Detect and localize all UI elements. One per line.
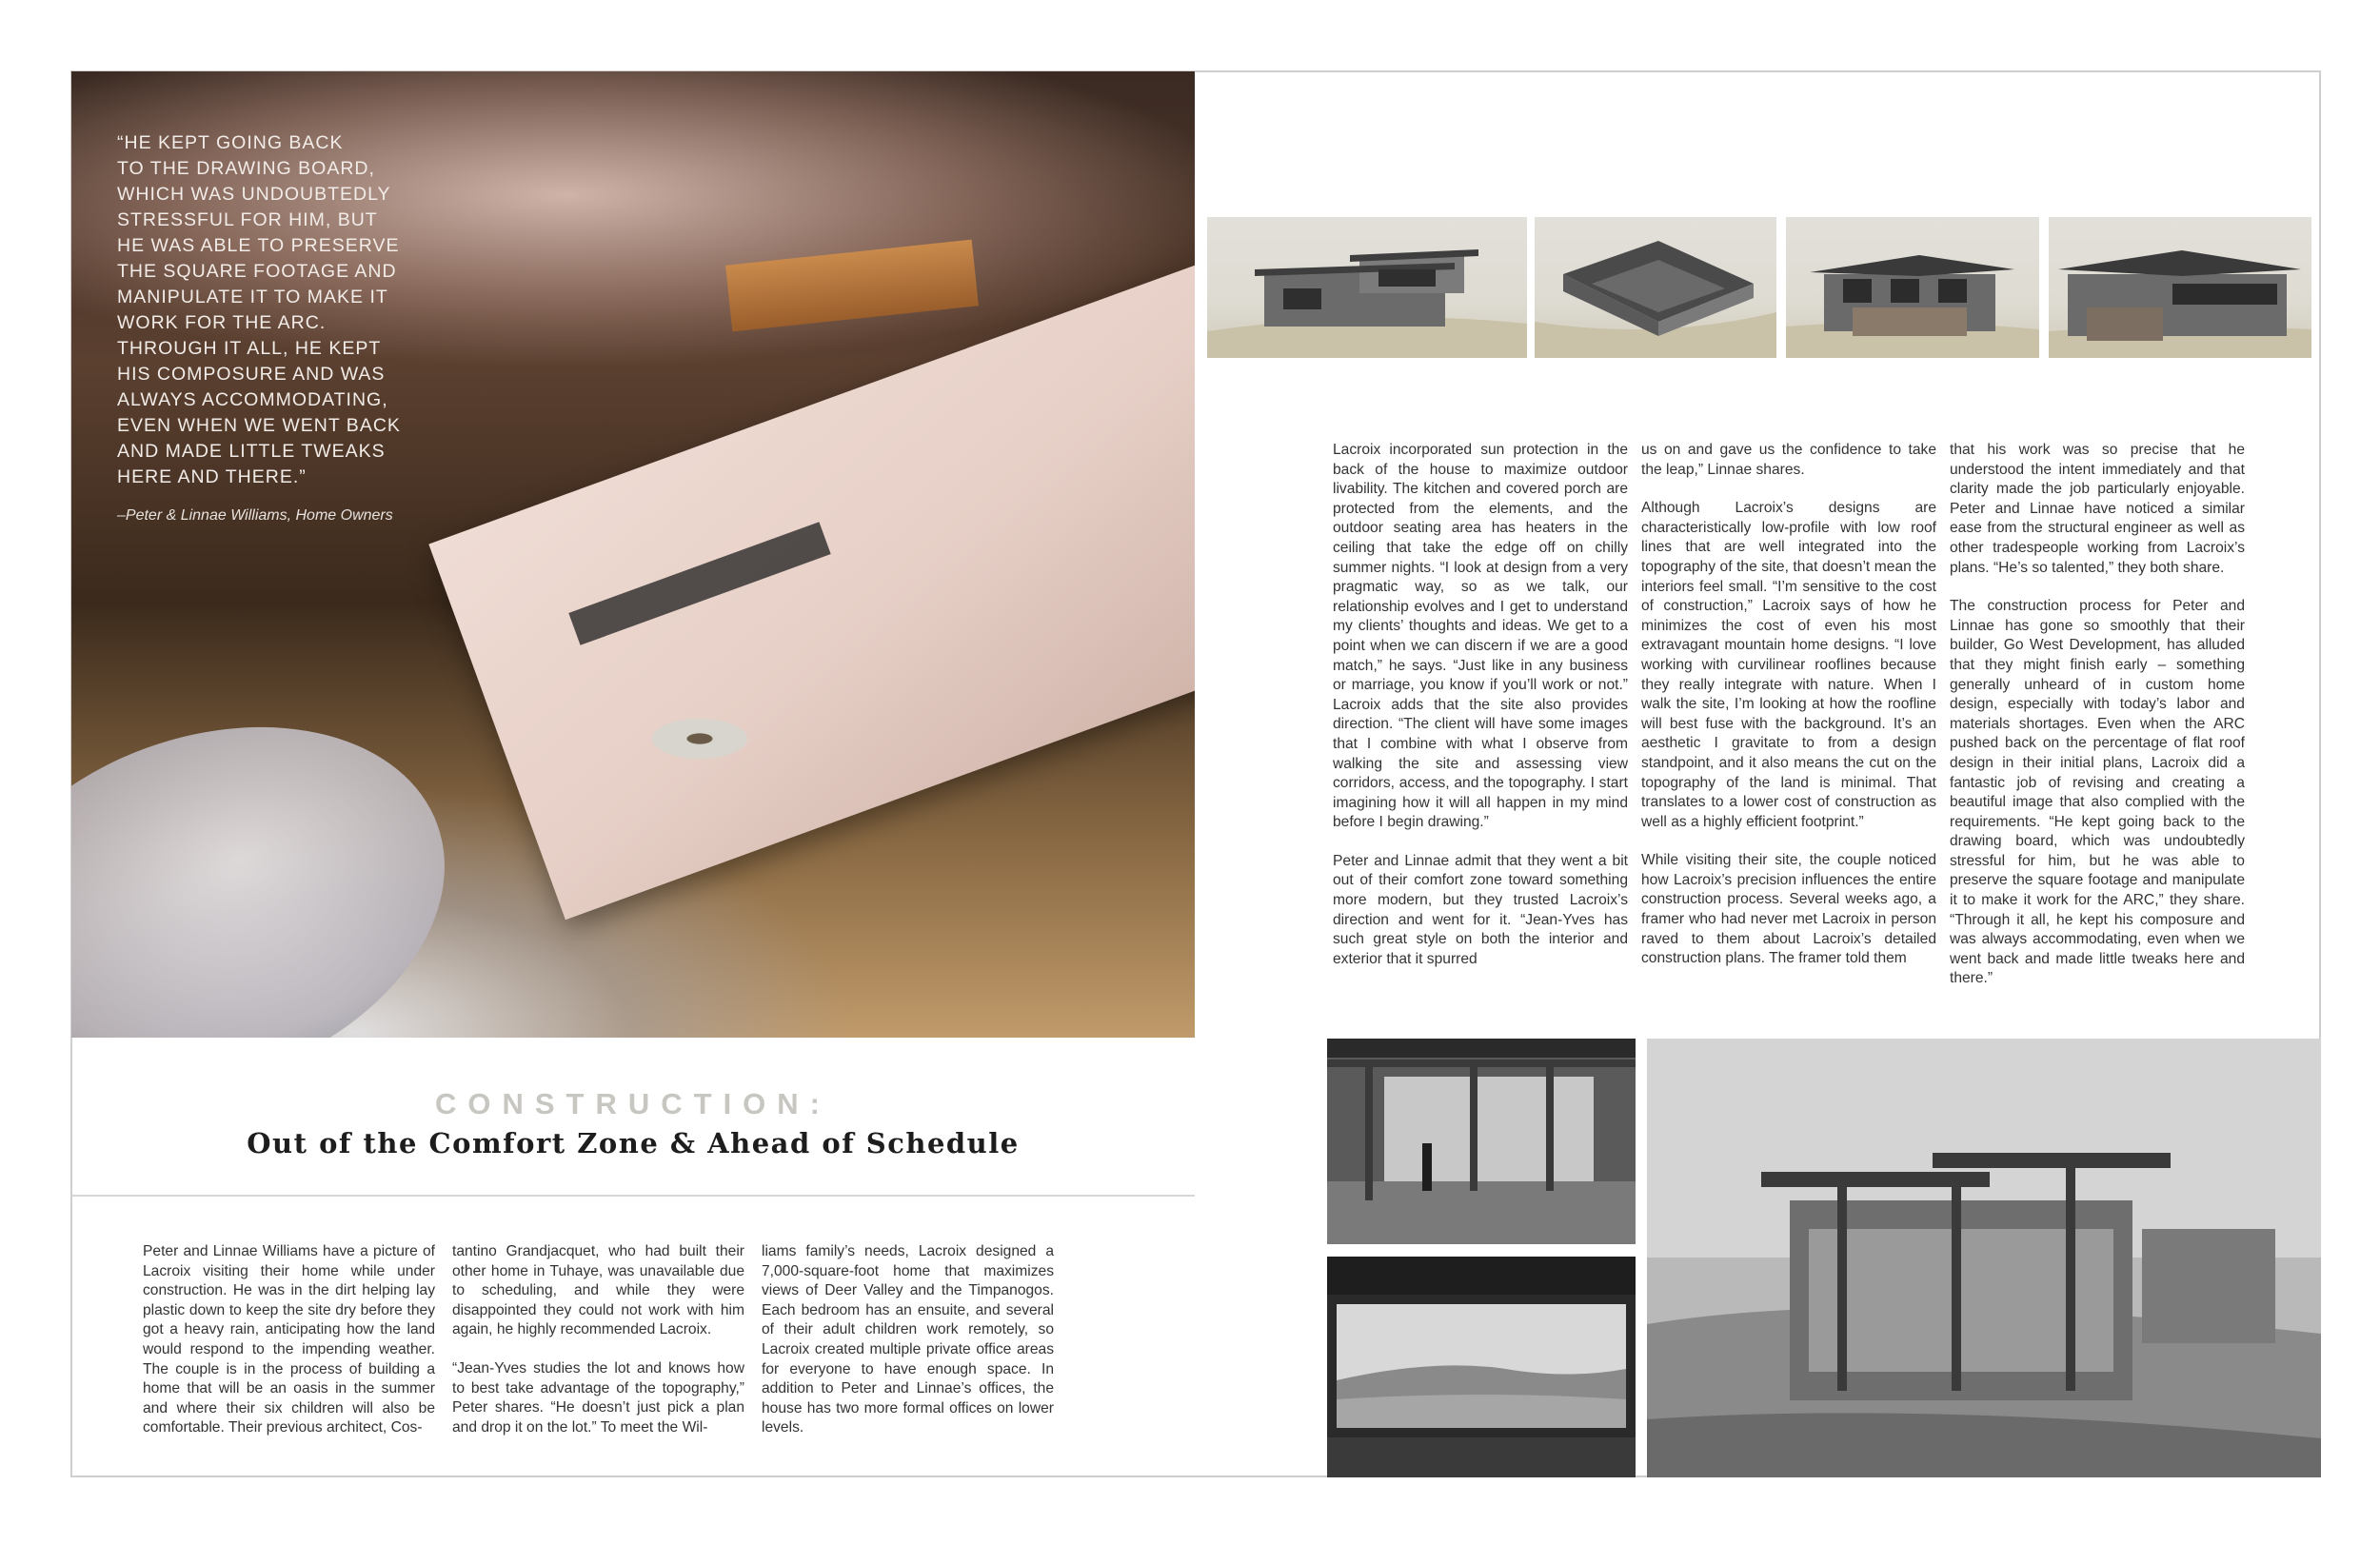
paragraph: Peter and Linnae admit that they went a bit out of their comfort zone toward something more modern, but they trusted Lacroix’s direction and went for it. “Jean-Yves has such great style on both the interior and exterior that it spurred — [1333, 852, 1628, 967]
paragraph: liams family’s needs, Lacroix designed a 7,000-square-foot home that maximizes views of Deer Valley and the Timpanogos. Each bedroom has an ensuite, and several of their adult children work remotely, so Lacroix created multiple private office areas for everyone to have enough space. In addition to Peter and Linnae’s offices, the house has two more formal offices on lower levels. — [762, 1243, 1054, 1436]
photo-interior-framing — [1327, 1039, 1636, 1244]
photo-window-view — [1327, 1257, 1636, 1477]
left-column-1 — [143, 1242, 435, 1457]
right-column-3 — [1950, 441, 2245, 1008]
section-headline: Out of the Comfort Zone & Ahead of Schedule — [247, 1127, 1020, 1159]
paragraph: Peter and Linnae Williams have a picture of Lacroix visiting their home while under construction. He was in the dirt helping lay plastic down to keep the site dry before they got a heavy rain, anticipating how the land would respond to the impending weather. The couple is in the process of building a home that will be an oasis in the summer and where their six children will also be comfortable. Their previous architect, Cos- — [143, 1243, 435, 1436]
paragraph: that his work was so precise that he understood the intent immediately and that clarity made the job particularly enjoyable. Peter and Linnae have noticed a similar ease from the structural engineer as well as other tradespeople working from Lacroix’s plans. “He’s so talented,” they both share. — [1950, 442, 2245, 576]
pull-quote-attribution: –Peter & Linnae Williams, Home Owners — [117, 507, 393, 524]
right-column-1 — [1333, 441, 1628, 988]
photo-house-framing — [1647, 1039, 2321, 1477]
blueprint-paper — [428, 251, 1195, 920]
paragraph: Although Lacroix’s designs are characteristically low-profile with low roof lines that are well integrated into the topography of the site, that doesn’t mean the interiors feel small. “I’m sensitive to the cost of construction,” Lacroix says of how he minimizes the cost of even his most extravagant mountain home designs. “I love working with curvilinear rooflines because they really integrate with nature. When I walk the site, I’m looking at how the roofline will best fuse with the background. It’s an aesthetic I gravitate to from a design standpoint, and it also means the cut on the topography of the land is minimal. That translates to a lower cost of construction as well as a highly efficient footprint.” — [1641, 500, 1936, 830]
section-kicker: CONSTRUCTION: — [434, 1087, 832, 1120]
left-column-2 — [452, 1242, 744, 1456]
rendering-1 — [1207, 217, 1527, 358]
paragraph: us on and gave us the confidence to take the leap,” Linnae shares. — [1641, 442, 1936, 478]
pull-quote: “HE KEPT GOING BACK TO THE DRAWING BOARD, WHICH WAS UNDOUBTEDLY STRESSFUL FOR HIM, BUT HE WAS ABLE TO PRESERVE THE SQUARE FOOTAGE AND MANIPULATE IT TO MAKE IT WORK FOR THE ARC. THROUGH IT ALL, HE KEPT HIS COMPOSURE AND WAS ALWAYS ACCOMMODATING, EVEN WHEN WE WENT BACK AND MADE LITTLE TWEAKS HERE AND THERE.” — [117, 132, 401, 487]
right-column-2 — [1641, 441, 1936, 988]
hero-photo-blueprints — [71, 71, 1195, 1038]
headline-rule — [71, 1195, 1195, 1197]
paragraph: While visiting their site, the couple noticed how Lacroix’s precision influences the entire construction process. Several weeks ago, a framer who had never met Lacroix in person raved to them about Lacroix’s detailed construction plans. The framer told them — [1641, 852, 1936, 967]
paragraph: tantino Grandjacquet, who had built their other home in Tuhaye, was unavailable due to scheduling, and while they were disappointed they could not work with him again, he highly recommended Lacroix. — [452, 1243, 744, 1338]
paragraph: The construction process for Peter and Linnae has gone so smoothly that their builder, Go West Development, has alluded that they might finish early – something generally unheard of in custom home design, especially with today’s labor and materials shortages. Even when the ARC pushed back on the percentage of flat roof design in their initial plans, Lacroix did a fantastic job of revising and creating a beautiful image that also complied with the requirements. “He kept going back to the drawing board, which was undoubtedly stressful for him, but he was able to preserve the square footage and manipulate it to make it work for the ARC,” they share. “Through it all, he kept his composure and was always accommodating, even when we went back and made little tweaks here and there.” — [1950, 598, 2245, 987]
rendering-3 — [1786, 217, 2039, 358]
washer — [652, 719, 747, 759]
wood-block — [725, 240, 979, 332]
left-column-3 — [762, 1242, 1054, 1457]
blueprint-roll — [71, 664, 496, 1038]
paragraph: Lacroix incorporated sun protection in the back of the house to maximize outdoor livability. The kitchen and covered porch are protected from the elements, and the outdoor seating area has heaters in the ceiling that take the edge off on chilly summer nights. “I look at design from a very pragmatic way, so as we talk, our relationship evolves and I get to understand my clients’ thoughts and ideas. We get to a point when we can discern if we are a good match,” he says. “Just like in any business or marriage, you know if you’ll work or not.” Lacroix adds that the site also provides direction. “The client will have some images that I combine with what I observe from walking the site and assessing view corridors, access, and the topography. I start imagining how it will all happen in my mind before I begin drawing.” — [1333, 442, 1628, 831]
paragraph: “Jean-Yves studies the lot and knows how to best take advantage of the topography,” Peter shares. “He doesn’t just pick a plan and drop it on the lot.” To meet the Wil- — [452, 1359, 744, 1436]
rendering-4 — [2049, 217, 2311, 358]
rendering-2 — [1535, 217, 1776, 358]
